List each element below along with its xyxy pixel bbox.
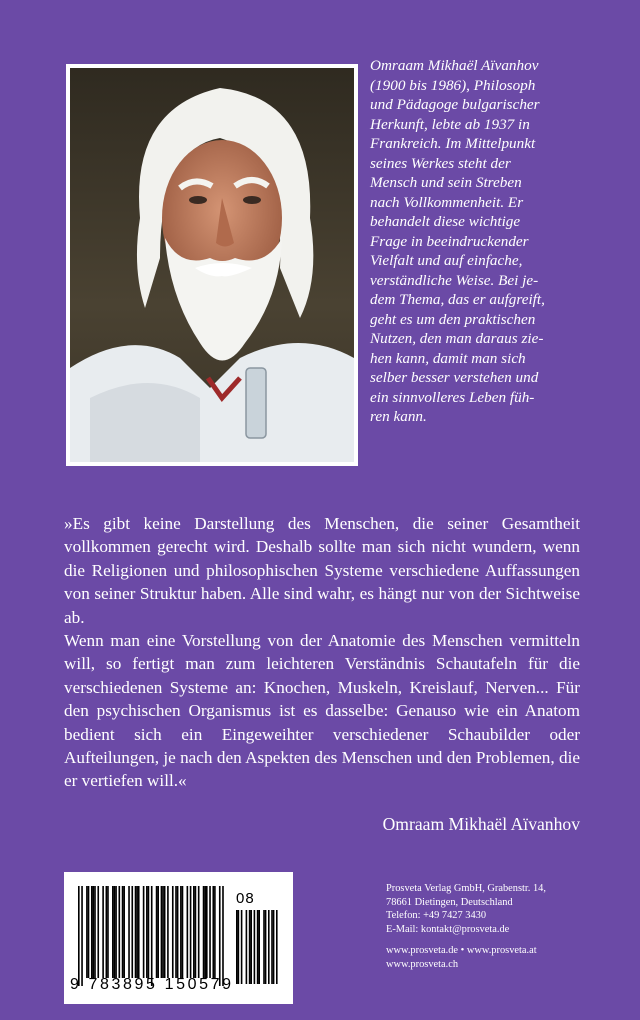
- barcode-bar: [172, 886, 174, 978]
- bio-line: Mensch und sein Streben: [370, 174, 522, 191]
- barcode-bar: [138, 886, 140, 978]
- barcode-addon-bar: [254, 910, 256, 984]
- barcode-bar: [86, 886, 88, 978]
- barcode-isbn-digits: 9 783895 150579: [70, 976, 234, 993]
- barcode-addon-bar: [263, 910, 265, 984]
- barcode-bar: [143, 886, 145, 978]
- barcode-bar: [161, 886, 163, 978]
- barcode-addon-bar: [268, 910, 270, 984]
- quote-signature: Omraam Mikhaël Aïvanhov: [382, 814, 580, 834]
- barcode-addon-bar: [236, 910, 238, 984]
- quote-paragraph-1: »Es gibt keine Darstellung des Menschen, die seiner Gesamtheit vollkommen gerecht wird. Deshalb sollte man sich nicht wundern, wenn die Religionen und philosophischen Systeme verschiedene Auffassungen von seiner Struktur haben. Alle sind wahr, es hängt nur von der Sichtweise ab.: [64, 514, 580, 627]
- bio-line: Frankreich. Im Mittelpunkt: [370, 135, 536, 152]
- barcode-bar: [180, 886, 182, 978]
- bio-line: behandelt diese wichtige: [370, 213, 521, 230]
- barcode-bar: [167, 886, 169, 978]
- bio-line: ein sinnvolleres Leben füh-: [370, 388, 535, 406]
- bio-line: Frage in beeindruckender: [370, 232, 529, 250]
- barcode-bar: [148, 886, 150, 978]
- publisher-websites[interactable]: www.prosveta.de • www.prosveta.at: [386, 945, 537, 957]
- barcode-bar: [195, 886, 197, 978]
- publisher-phone: Telefon: +49 7427 3430: [386, 910, 487, 922]
- publisher-city: 78661 Dietingen, Deutschland: [386, 896, 513, 908]
- barcode-addon-bar: [265, 910, 267, 984]
- barcode-bar: [91, 886, 93, 978]
- barcode-bar: [177, 886, 179, 978]
- author-quote: [64, 512, 580, 793]
- barcode-bar: [131, 886, 133, 978]
- barcode-addon-bar: [271, 910, 273, 984]
- barcode-bar: [198, 886, 200, 978]
- spacer: [386, 936, 606, 944]
- bio-line: verständliche Weise. Bei je-: [370, 271, 539, 289]
- author-photo: [70, 68, 354, 462]
- bio-line: seines Werkes steht der: [370, 154, 511, 172]
- publisher-info: [386, 882, 606, 972]
- bio-line: Herkunft, lebte ab 1937 in: [370, 115, 530, 133]
- barcode-bar: [93, 886, 95, 978]
- publisher-name: Prosveta Verlag GmbH, Grabenstr. 14,: [386, 883, 546, 894]
- barcode-bar: [146, 886, 148, 978]
- barcode-bar: [112, 886, 114, 978]
- barcode-bar: [115, 886, 117, 978]
- bio-line: selber besser verstehen und: [370, 369, 539, 386]
- barcode-addon-bar: [276, 910, 278, 984]
- barcode-bar: [135, 886, 137, 978]
- bio-line: dem Thema, das er aufgreift,: [370, 291, 545, 308]
- barcode-addon-bar: [258, 910, 260, 984]
- barcode-bar: [122, 886, 124, 978]
- barcode-bar: [151, 886, 153, 986]
- barcode-bar: [106, 886, 108, 978]
- barcode-bar: [222, 886, 224, 986]
- barcode-bar: [94, 886, 96, 978]
- publisher-email[interactable]: E-Mail: kontakt@prosveta.de: [386, 923, 510, 935]
- barcode-addon-bar: [238, 910, 240, 984]
- barcode-addon-bar: [249, 910, 251, 984]
- barcode-bar: [203, 886, 205, 978]
- barcode-bar: [212, 886, 214, 978]
- barcode-bar: [209, 886, 211, 978]
- publisher-website-ch[interactable]: www.prosveta.ch: [386, 958, 459, 970]
- bio-line: und Pädagoge bulgarischer: [370, 96, 540, 113]
- bio-line: Vielfalt und auf einfache,: [370, 252, 523, 269]
- barcode-bar: [81, 886, 83, 986]
- barcode-bar: [219, 886, 221, 986]
- barcode-addon-bar: [250, 910, 252, 984]
- bio-line: nach Vollkommenheit. Er: [370, 193, 524, 211]
- barcode-bar: [107, 886, 109, 978]
- bio-line: (1900 bis 1986), Philosoph: [370, 76, 536, 94]
- barcode-bar: [88, 886, 90, 978]
- barcode-bar: [78, 886, 80, 986]
- barcode-bar: [119, 886, 121, 978]
- barcode-bar: [114, 886, 116, 978]
- bio-line: ren kann.: [370, 408, 427, 425]
- bio-line: hen kann, damit man sich: [370, 349, 526, 367]
- barcode-bar: [190, 886, 192, 978]
- barcode-bar: [156, 886, 158, 978]
- barcode-bar: [193, 886, 195, 978]
- quote-paragraph-2: Wenn man eine Vorstellung von der Anatomie des Menschen vermitteln will, so fertigt man zum leichteren Verständnis Schautafeln für die verschiedenen Systeme an: Knochen, Muskeln, Kreislauf, Nerven... Für den psychischen Organismus ist es dasselbe: Genauso wie ein Anatom bedient sich ein Eingeweihter verschiedener Schaubilder oder Aufteilungen, je nach den Aspekten des Menschen und den Problemen, die er vertiefen will.«: [64, 631, 580, 791]
- barcode-bar: [206, 886, 208, 978]
- barcode-bar: [214, 886, 216, 978]
- barcode-bar: [204, 886, 206, 978]
- barcode-addon-bar: [257, 910, 259, 984]
- barcode-bar: [175, 886, 177, 978]
- barcode-bar: [136, 886, 138, 978]
- barcode-bar: [97, 886, 99, 978]
- author-biography: [370, 56, 602, 427]
- bio-line: geht es um den praktischen: [370, 310, 536, 328]
- barcode-bar: [123, 886, 125, 978]
- author-portrait: [66, 64, 358, 466]
- barcode-bar: [164, 886, 166, 978]
- barcode-addon-bar: [246, 910, 248, 984]
- barcode-bar: [187, 886, 189, 978]
- barcode-bar: [102, 886, 104, 978]
- barcode-bar: [157, 886, 159, 978]
- barcode-addon-digits: 08: [236, 890, 255, 907]
- bio-line: Omraam Mikhaël Aïvanhov: [370, 57, 539, 74]
- barcode-bar: [162, 886, 164, 978]
- barcode-bar: [182, 886, 184, 978]
- barcode-addon-bar: [241, 910, 243, 984]
- barcode-addon-bar: [273, 910, 275, 984]
- barcode-bar: [128, 886, 130, 978]
- bio-line: Nutzen, den man daraus zie-: [370, 330, 544, 347]
